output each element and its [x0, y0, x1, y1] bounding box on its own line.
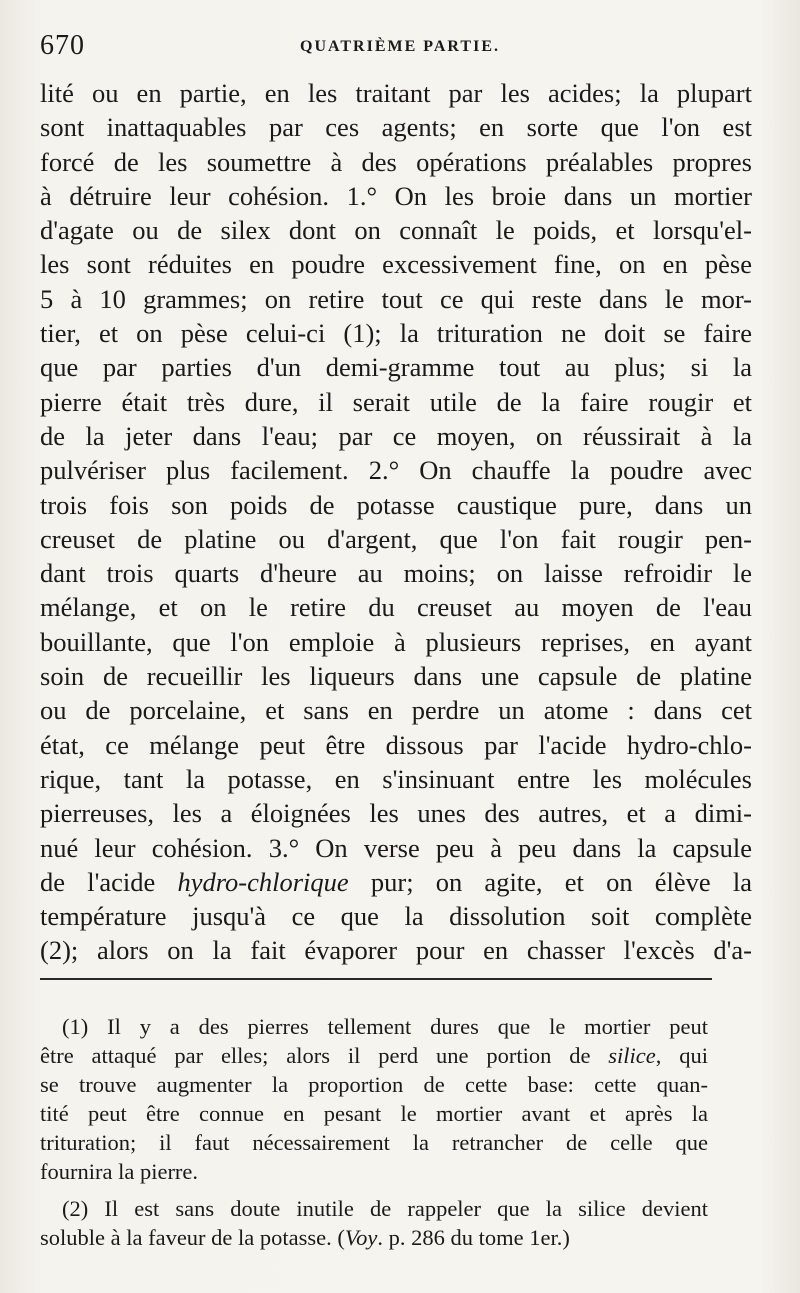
text-line: les sont réduites en poudre excessivement fine, on en pèse — [40, 249, 752, 280]
text-line: d'agate ou de silex dont on connaît le poids, et lorsqu'el- — [40, 215, 752, 246]
text-line: pulvériser plus facilement. 2.° On chauffe la poudre avec — [40, 455, 752, 486]
text-line: (2); alors on la fait évaporer pour en chasser l'excès d'a- — [40, 935, 752, 966]
italic-term: silice — [608, 1043, 656, 1068]
text-fragment: être attaqué par elles; alors il perd une portion de — [40, 1043, 609, 1068]
text-line: creuset de platine ou d'argent, que l'on fait rougir pen- — [40, 523, 752, 554]
text-line — [40, 865, 752, 899]
footnotes — [40, 1012, 708, 1252]
text-line: 5 à 10 grammes; on retire tout ce qui reste dans le mor- — [40, 283, 752, 314]
text-line: état, ce mélange peut être dissous par l'acide hydro-chlo- — [40, 729, 752, 760]
italic-term: hydro-chlorique — [177, 866, 349, 897]
footnote-line: tité peut être connue en pesant le mortier avant et après la — [40, 1101, 708, 1126]
text-line: de la jeter dans l'eau; par ce moyen, on réussirait à la — [40, 420, 752, 451]
text-line: pierre était très dure, il serait utile de la faire rougir et — [40, 386, 752, 417]
main-text — [40, 76, 752, 968]
text-line: sont inattaquables par ces agents; en sorte que l'on est — [40, 112, 752, 143]
text-line: trois fois son poids de potasse caustique pure, dans un — [40, 489, 752, 520]
text-line: nué leur cohésion. 3.° On verse peu à peu dans la capsule — [40, 832, 752, 863]
page-number: 670 — [40, 30, 85, 61]
text-line: pierreuses, les a éloignées les unes des autres, et a dimi- — [40, 798, 752, 829]
footnote-line — [40, 1041, 708, 1070]
text-fragment: pur; on agite, et on élève la — [348, 866, 752, 897]
text-fragment: . p. 286 du tome 1er.) — [377, 1225, 570, 1250]
text-line: rique, tant la potasse, en s'insinuant entre les molécules — [40, 763, 752, 794]
footnote-line: (1) Il y a des pierres tellement dures que le mortier peut — [62, 1014, 708, 1039]
text-line: bouillante, que l'on emploie à plusieurs reprises, en ayant — [40, 626, 752, 657]
footnote-line: se trouve augmenter la proportion de cette base: cette quan- — [40, 1072, 708, 1097]
footnote-line: trituration; il faut nécessairement la retrancher de celle que — [40, 1130, 708, 1155]
text-fragment: soluble à la faveur de la potasse. ( — [40, 1225, 345, 1250]
text-line: lité ou en partie, en les traitant par les acides; la plupart — [40, 78, 752, 108]
text-fragment: , qui — [655, 1043, 708, 1068]
italic-term: Voy — [344, 1225, 378, 1250]
page-header — [40, 30, 760, 64]
text-line: ou de porcelaine, et sans en perdre un atome : dans cet — [40, 695, 752, 726]
running-head: QUATRIÈME PARTIE. — [300, 38, 500, 55]
text-line: température jusqu'à ce que la dissolution soit complète — [40, 901, 752, 932]
footnote-line — [40, 1223, 708, 1252]
text-line: que par parties d'un demi-gramme tout au plus; si la — [40, 352, 752, 383]
footnote-line: (2) Il est sans doute inutile de rappeler que la silice devient — [62, 1196, 708, 1221]
text-line: à détruire leur cohésion. 1.° On les broie dans un mortier — [40, 180, 752, 211]
text-line: forcé de les soumettre à des opérations préalables propres — [40, 146, 752, 177]
footnote-divider — [40, 978, 712, 980]
text-line: tier, et on pèse celui-ci (1); la trituration ne doit se faire — [40, 318, 752, 349]
text-line: dant trois quarts d'heure au moins; on laisse refroidir le — [40, 558, 752, 589]
footnote-line: fournira la pierre. — [40, 1159, 199, 1184]
text-fragment: de l'acide — [40, 866, 178, 897]
text-line: soin de recueillir les liqueurs dans une capsule de platine — [40, 661, 752, 692]
text-line: mélange, et on le retire du creuset au moyen de l'eau — [40, 592, 752, 623]
